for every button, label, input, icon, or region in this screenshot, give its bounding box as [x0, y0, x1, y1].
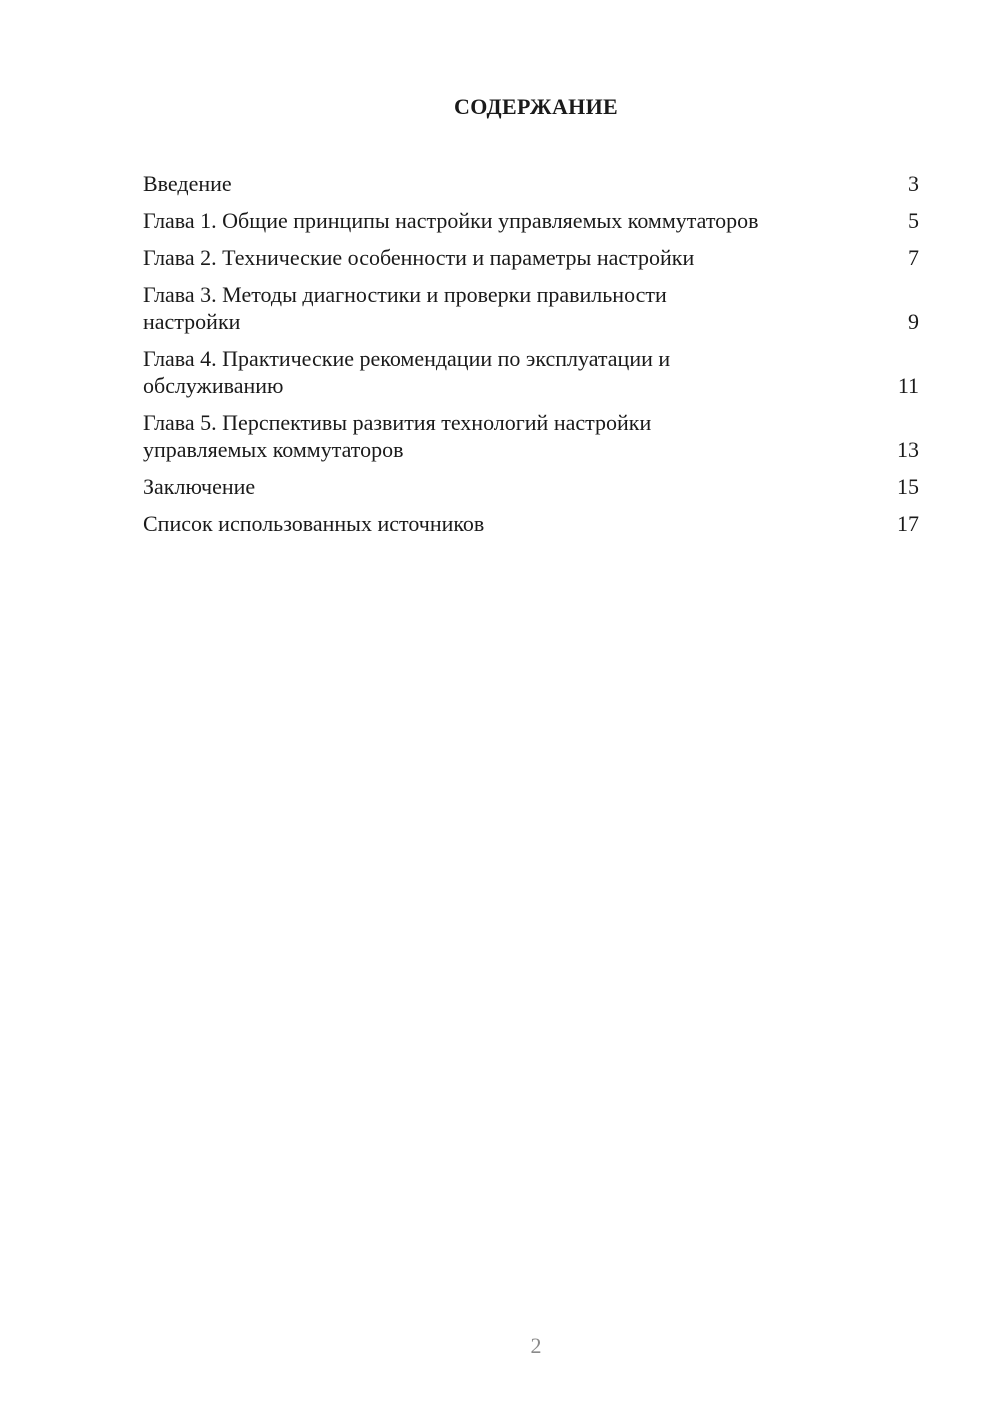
toc-entry-chapter-5: [143, 409, 919, 463]
page-number: 2: [530, 1333, 542, 1358]
toc-entry-page: 15: [897, 474, 919, 499]
toc-entry-page: 11: [897, 373, 919, 398]
toc-entry-conclusion: [143, 473, 919, 500]
toc-title: СОДЕРЖАНИЕ: [454, 94, 618, 119]
toc-entry-page: 5: [908, 208, 919, 233]
toc-entry-label: Глава 1. Общие принципы настройки управляемых коммутаторов: [143, 208, 759, 233]
toc-entry-page: 9: [908, 309, 919, 334]
toc-entry-label: Заключение: [143, 474, 256, 499]
toc-entry-chapter-2: [143, 244, 919, 271]
toc-entry-page: 17: [897, 511, 919, 536]
toc-entry-page: 13: [897, 437, 919, 462]
toc-entry-page: 7: [908, 245, 919, 270]
toc-entry-label: Глава 5. Перспективы развития технологий настройки управляемых коммутаторов: [143, 410, 652, 462]
toc-entry-label: Введение: [143, 171, 232, 196]
toc-entry-introduction: [143, 170, 919, 197]
toc-entry-references: [143, 510, 919, 537]
toc-entry-chapter-1: [143, 207, 919, 234]
toc-entry-label: Глава 2. Технические особенности и параметры настройки: [143, 245, 695, 270]
toc-entry-page: 3: [908, 171, 919, 196]
toc-entry-label: Глава 3. Методы диагностики и проверки правильности настройки: [143, 282, 667, 334]
toc-entry-label: Список использованных источников: [143, 511, 485, 536]
toc-entry-label: Глава 4. Практические рекомендации по эксплуатации и обслуживанию: [143, 346, 671, 398]
toc-entry-chapter-4: [143, 345, 919, 399]
table-of-contents: [143, 170, 919, 547]
toc-entry-chapter-3: [143, 281, 919, 335]
